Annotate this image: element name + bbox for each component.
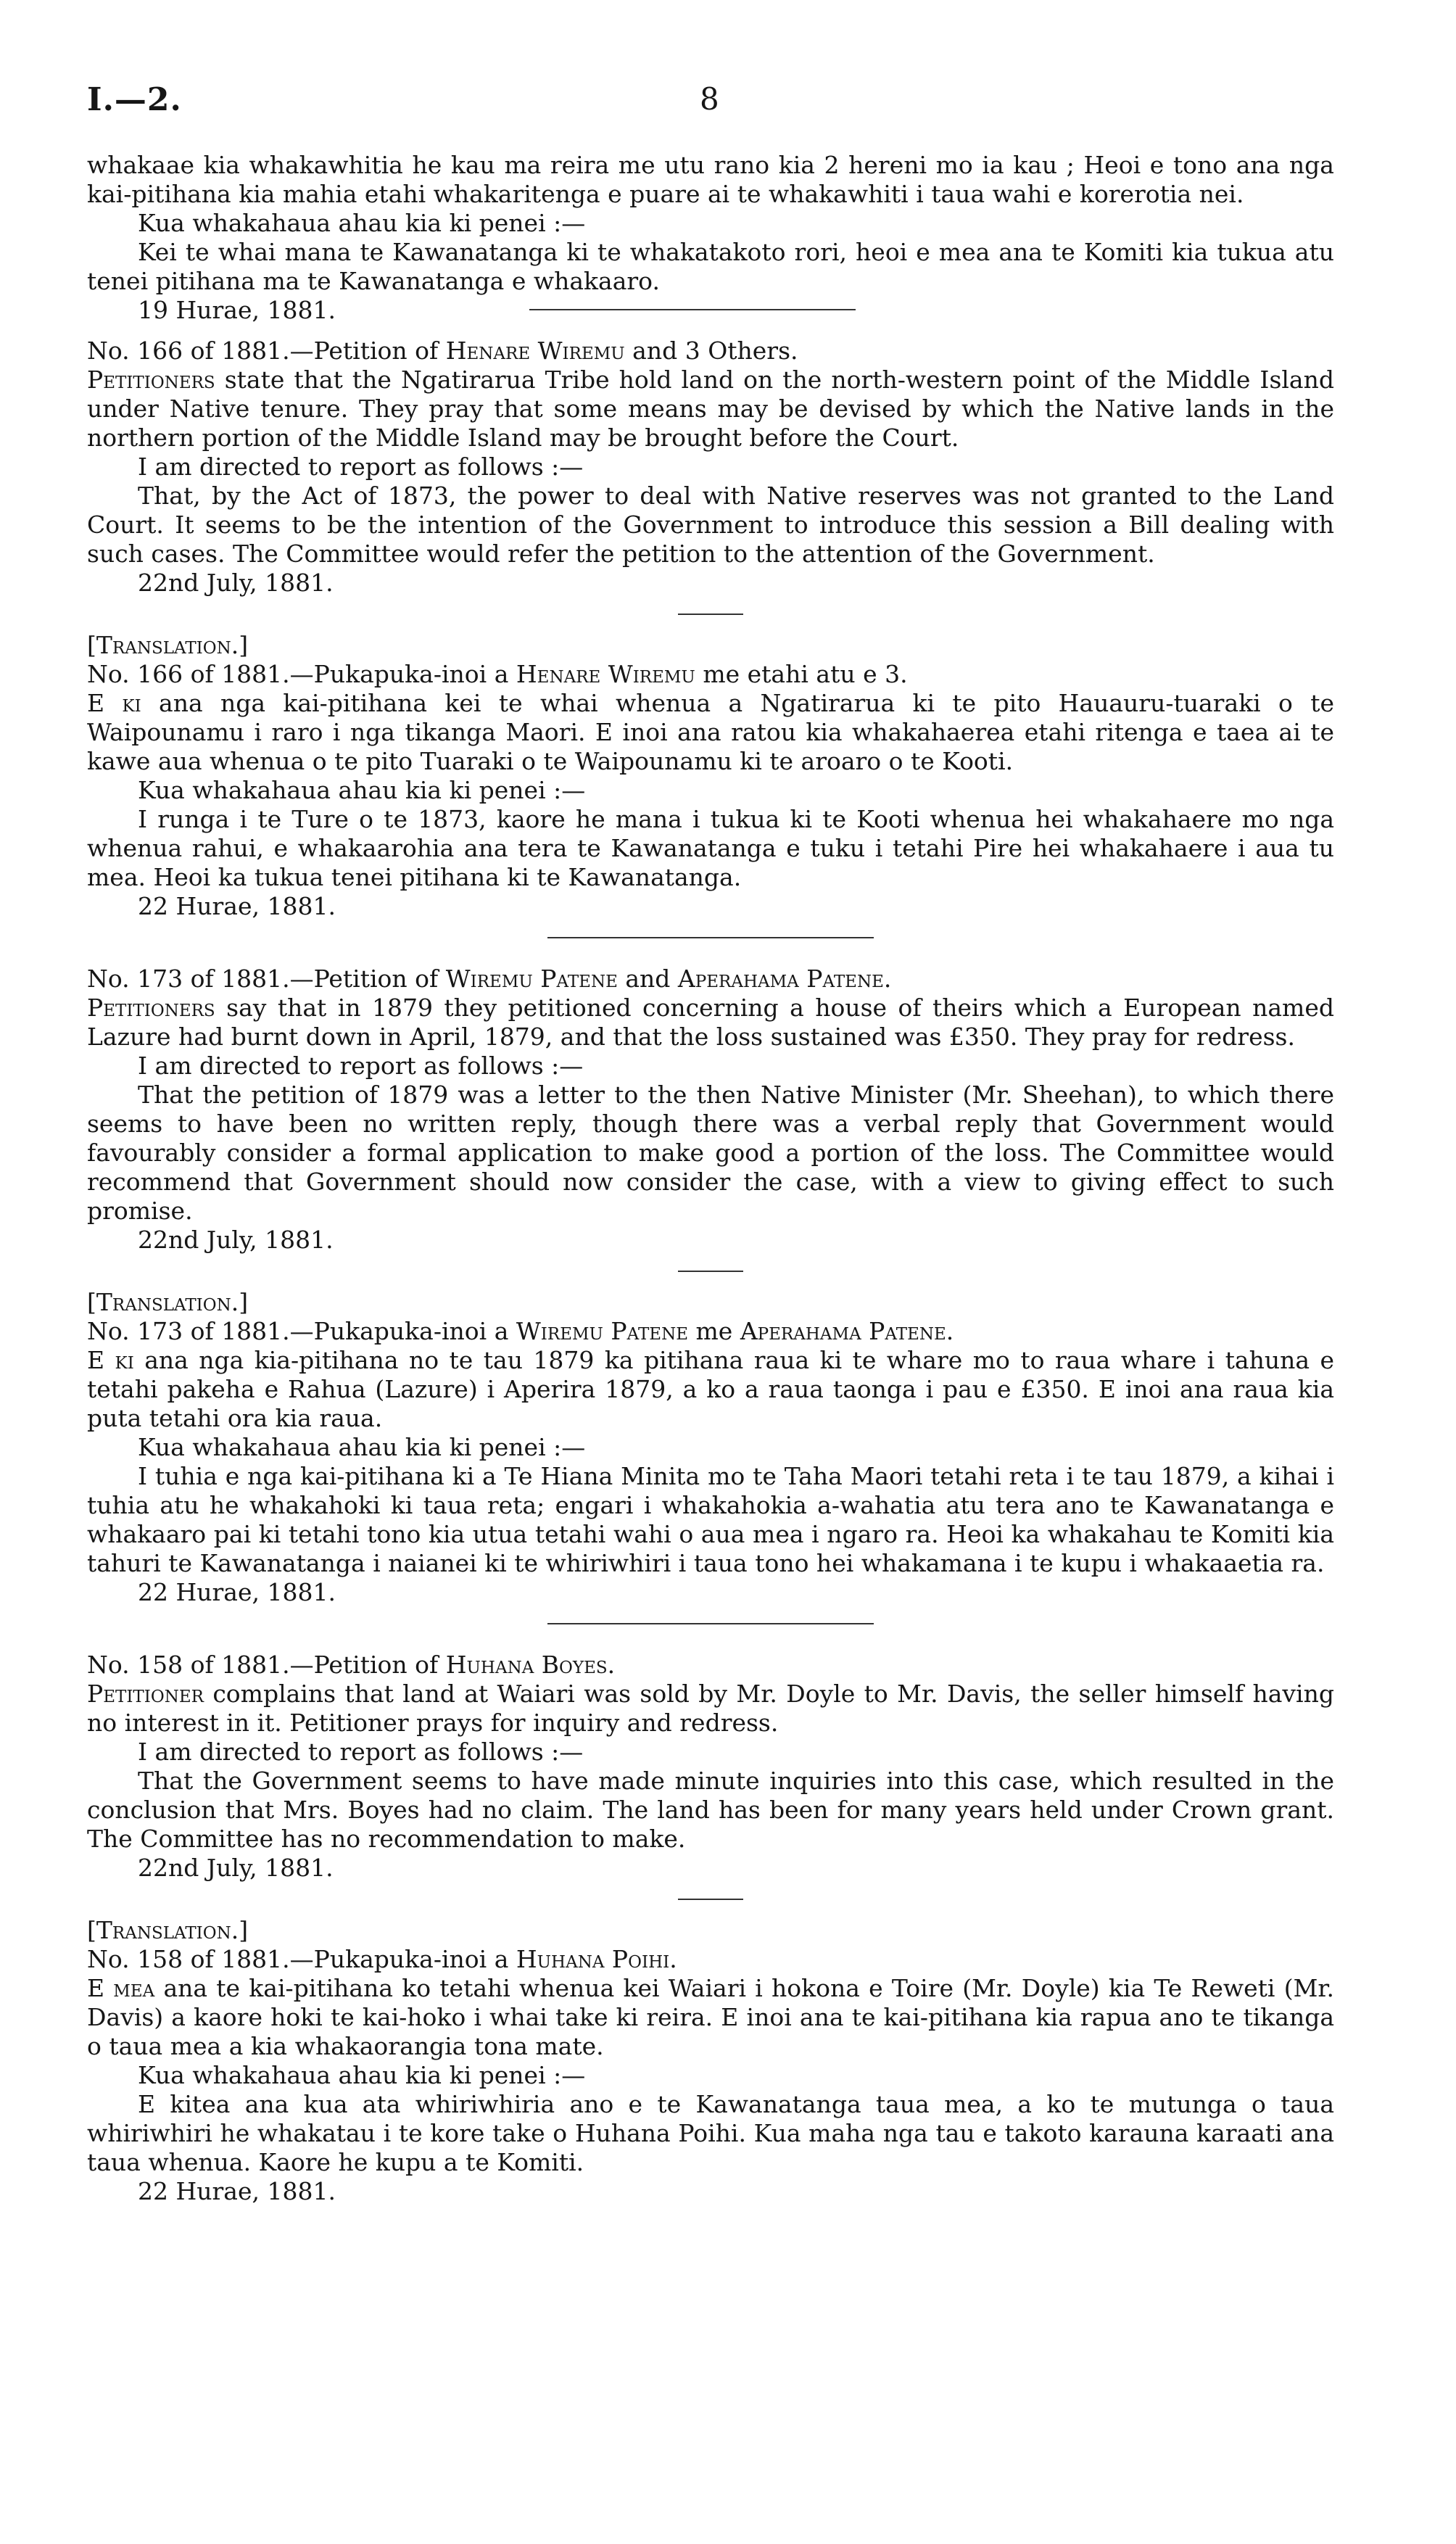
petition-title: No. 158 of 1881.—Petition of Huhana Boyes. bbox=[87, 1651, 616, 1679]
report-paragraph: That the petition of 1879 was a letter to the then Native Minister (Mr. Sheehan), to which there seems to have been no written reply, though there was a verbal reply that Government would favourably consider a formal application to make good a portion of the loss. The Committee would recommend that Government should now consider the case, with a view to giving effect to such promise. bbox=[87, 1081, 1334, 1225]
page-number: 8 bbox=[700, 81, 719, 117]
page-header bbox=[87, 81, 1369, 125]
directed-line: I am directed to report as follows :— bbox=[138, 1738, 584, 1766]
opening-paragraph: whakaae kia whakawhitia he kau ma reira me utu rano kia 2 hereni mo ia kau ; Heoi e tono ana nga kai-pitihana kia mahia etahi whakaritenga e puare ai te whakawhiti i taua wahi e korerotia nei. bbox=[87, 151, 1334, 208]
petition-body: Petitioner complains that land at Waiari was sold by Mr. Doyle to Mr. Davis, the seller himself having no interest in it. Petitioner prays for inquiry and redress. bbox=[87, 1680, 1334, 1737]
petition-section-166 bbox=[87, 336, 1334, 598]
petition-body: E ki ana nga kai-pitihana kei te whai whenua a Ngatirarua ki te pito Hauauru-tuaraki o te Waipounamu i raro i nga tikanga Maori. E inoi ana ratou kia whakahaerea etahi ritenga e taea ai te kawe aua whenua o te pito Tuaraki o te Waipounamu ki te aroaro o te Kooti. bbox=[87, 689, 1334, 775]
date-line: 22nd July, 1881. bbox=[138, 569, 334, 597]
translation-label: [Translation.] bbox=[87, 631, 249, 659]
petition-title: No. 166 of 1881.—Petition of Henare Wiremu and 3 Others. bbox=[87, 336, 798, 365]
date-line: 22 Hurae, 1881. bbox=[138, 2177, 336, 2205]
petition-body: Petitioners say that in 1879 they petitioned concerning a house of theirs which a European named Lazure had burnt down in April, 1879, and that the loss sustained was £350. They pray for redress. bbox=[87, 994, 1334, 1051]
report-paragraph: I runga i te Ture o te 1873, kaore he mana i tukua ki te Kooti whenua hei whakahaere mo nga whenua rahui, e whakaarohia ana tera te Kawanatanga e tuku i tetahi Pire hei whakahaere i aua tu mea. Heoi ka tukua tenei pitihana ki te Kawanatanga. bbox=[87, 805, 1334, 891]
petition-section-158 bbox=[87, 1651, 1334, 1883]
report-paragraph: Kei te whai mana te Kawanatanga ki te whakatakoto rori, heoi e mea ana te Komiti kia tukua atu tenei pitihana ma te Kawanatanga e whakaaro. bbox=[87, 238, 1334, 295]
translation-label: [Translation.] bbox=[87, 1916, 249, 1944]
translation-section-166 bbox=[87, 631, 1334, 921]
report-paragraph: I tuhia e nga kai-pitihana ki a Te Hiana Minita mo te Taha Maori tetahi reta i te tau 1879, a kihai i tuhia atu he whakahoki ki taua reta; engari i whakahokia a-wahatia atu tera ano te Kawanatanga e whakaaro pai ki tetahi tono kia utua tetahi wahi o aua mea i ngaro ra. Heoi ka whakahau te Komiti kia tahuri te Kawanatanga i naianei ki te whiriwhiri i taua tono hei whakamana i te kupu i whakaaetia ra. bbox=[87, 1462, 1334, 1577]
translation-label: [Translation.] bbox=[87, 1288, 249, 1316]
report-paragraph: That, by the Act of 1873, the power to deal with Native reserves was not granted to the Land Court. It seems to be the intention of the Government to introduce this session a Bill dealing with such cases. The Committee would refer the petition to the attention of the Government. bbox=[87, 482, 1334, 568]
date-line: 22nd July, 1881. bbox=[138, 1854, 334, 1882]
date-line: 22 Hurae, 1881. bbox=[138, 1578, 336, 1606]
petition-section-173 bbox=[87, 965, 1334, 1255]
translation-section-173 bbox=[87, 1288, 1334, 1607]
petition-body: E mea ana te kai-pitihana ko tetahi whenua kei Waiari i hokona e Toire (Mr. Doyle) kia Te Reweti (Mr. Davis) a kaore hoki te kai-hoko i whai take ki reira. E inoi ana te kai-pitihana kia rapua ano te tikanga o taua mea a kia whakaorangia tona mate. bbox=[87, 1974, 1334, 2060]
page-reference: I.—2. bbox=[87, 81, 182, 118]
directed-line: Kua whakahaua ahau kia ki penei :— bbox=[138, 1433, 586, 1461]
petition-title: No. 173 of 1881.—Pukapuka-inoi a Wiremu Patene me Aperahama Patene. bbox=[87, 1317, 954, 1345]
directed-line: Kua whakahaua ahau kia ki penei :— bbox=[138, 776, 586, 804]
date-line: 22nd July, 1881. bbox=[138, 1226, 334, 1254]
date-line: 22 Hurae, 1881. bbox=[138, 892, 336, 920]
translation-section-158 bbox=[87, 1916, 1334, 2206]
report-paragraph: That the Government seems to have made minute inquiries into this case, which resulted in the conclusion that Mrs. Boyes had no claim. The land has been for many years held under Crown grant. The Committee has no recommendation to make. bbox=[87, 1767, 1334, 1853]
directed-line: I am directed to report as follows :— bbox=[138, 453, 584, 481]
directed-line: I am directed to report as follows :— bbox=[138, 1052, 584, 1080]
petition-title: No. 158 of 1881.—Pukapuka-inoi a Huhana Poihi. bbox=[87, 1945, 677, 1973]
date-line: 19 Hurae, 1881. bbox=[138, 296, 336, 324]
directed-line: Kua whakahaua ahau kia ki penei :— bbox=[138, 2061, 586, 2089]
report-paragraph: E kitea ana kua ata whiriwhiria ano e te Kawanatanga taua mea, a ko te mutunga o taua whiriwhiri he whakatau i te kore take o Huhana Poihi. Kua maha nga tau e takoto karauna karaati ana taua whenua. Kaore he kupu a te Komiti. bbox=[87, 2090, 1334, 2176]
document-body bbox=[87, 151, 1334, 2206]
petition-title: No. 166 of 1881.—Pukapuka-inoi a Henare Wiremu me etahi atu e 3. bbox=[87, 660, 908, 688]
petition-body: E ki ana nga kia-pitihana no te tau 1879 ka pitihana raua ki te whare mo to raua whare i tahuna e tetahi pakeha e Rahua (Lazure) i Aperira 1879, a ko a raua taonga i pau e £350. E inoi ana raua kia puta tetahi ora kia raua. bbox=[87, 1346, 1334, 1432]
petition-body: Petitioners state that the Ngatirarua Tribe hold land on the north-western point of the Middle Island under Native tenure. They pray that some means may be devised by which the Native lands in the northern portion of the Middle Island may be brought before the Court. bbox=[87, 366, 1334, 452]
petition-title: No. 173 of 1881.—Petition of Wiremu Patene and Aperahama Patene. bbox=[87, 965, 892, 993]
directed-line: Kua whakahaua ahau kia ki penei :— bbox=[138, 209, 586, 237]
